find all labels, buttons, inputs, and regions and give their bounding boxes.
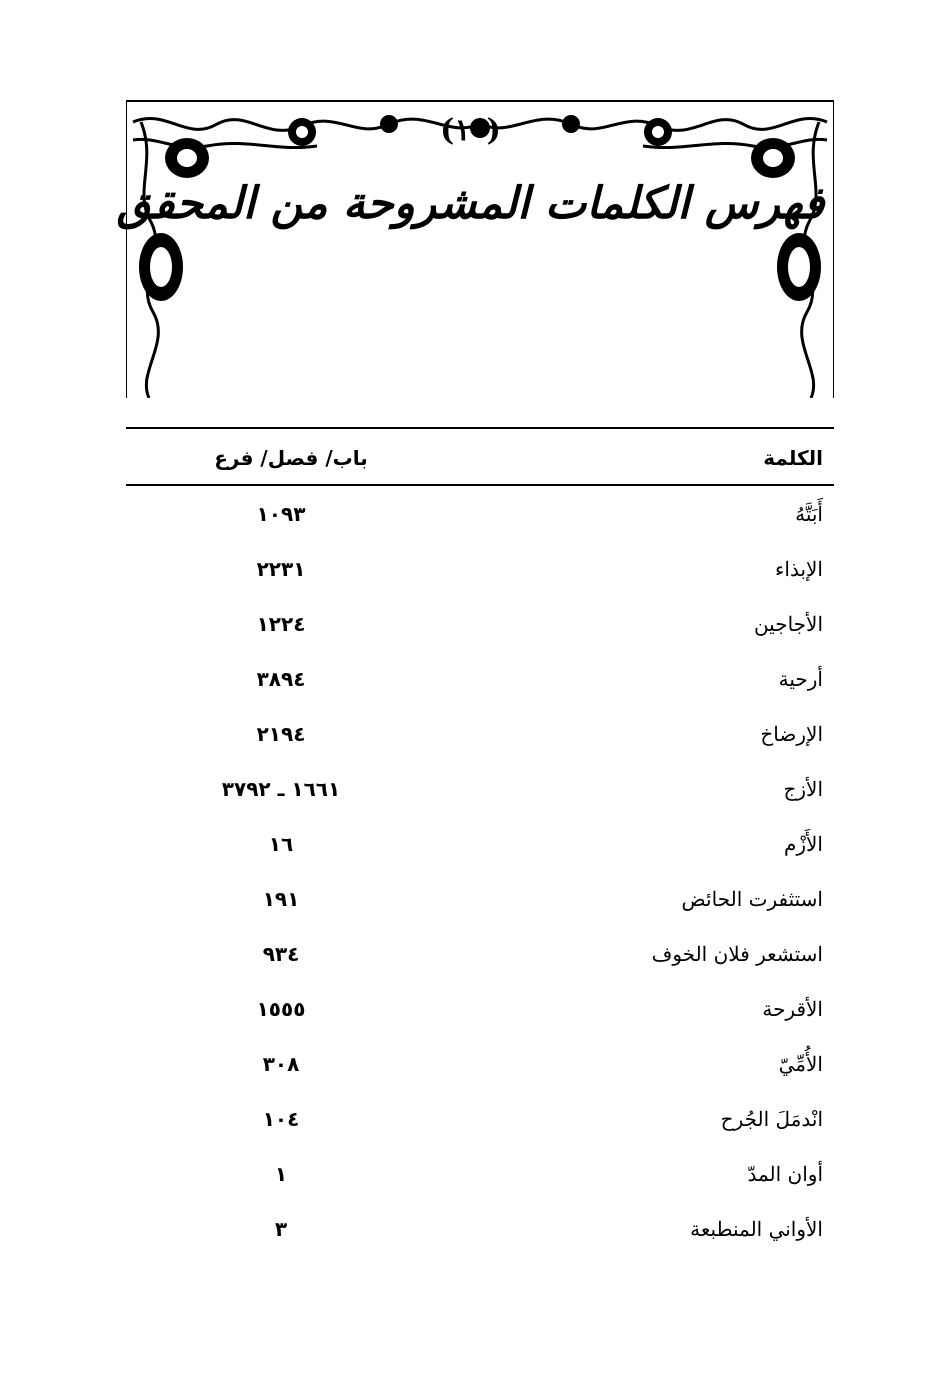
- header-top-rule: [126, 427, 834, 429]
- header-bottom-rule: [126, 484, 834, 486]
- word-cell: استثفرت الحائض: [681, 887, 823, 911]
- word-cell: الأقرحة: [762, 997, 823, 1021]
- word-cell: أوان المدّ: [747, 1162, 823, 1186]
- table-row: [0, 708, 941, 763]
- table-row: [0, 818, 941, 873]
- table-row: [0, 488, 941, 543]
- word-cell: الأزج: [783, 777, 823, 801]
- reference-cell: ١٢٢٤: [256, 612, 306, 636]
- word-cell: الإبذاء: [775, 557, 823, 581]
- reference-cell: ٩٣٤: [262, 942, 300, 966]
- reference-cell: ١٠٩٣: [256, 502, 306, 526]
- table-row: [0, 1038, 941, 1093]
- reference-cell: ١٦: [268, 832, 294, 856]
- reference-cell: ٢٢٣١: [256, 557, 306, 581]
- table-row: [0, 983, 941, 1038]
- word-cell: انْدمَلَ الجُرح: [720, 1107, 823, 1131]
- reference-cell: ١: [274, 1162, 288, 1186]
- table-row: [0, 1093, 941, 1148]
- table-row: [0, 543, 941, 598]
- reference-cell: ١٩١: [262, 887, 300, 911]
- reference-cell: ١٥٥٥: [256, 997, 306, 1021]
- column-header-reference: باب/ فصل/ فرع: [214, 446, 368, 470]
- column-header-word: الكلمة: [763, 446, 823, 470]
- reference-cell: ٢١٩٤: [256, 722, 306, 746]
- word-cell: الإرضاخ: [760, 722, 823, 746]
- table-row: [0, 763, 941, 818]
- reference-cell: ٣٠٨: [262, 1052, 300, 1076]
- table-row: [0, 598, 941, 653]
- word-cell: الأواني المنطبعة: [690, 1217, 823, 1241]
- reference-cell: ٣٨٩٤: [256, 667, 306, 691]
- reference-cell: ٣: [274, 1217, 288, 1241]
- reference-cell: ١٠٤: [262, 1107, 300, 1131]
- page-title: فهرس الكلمات المشروحة من المحقق: [116, 178, 825, 229]
- word-cell: استشعر فلان الخوف: [651, 942, 823, 966]
- table-row: [0, 873, 941, 928]
- word-cell: الأُمِّيّ: [778, 1052, 823, 1076]
- table-row: [0, 1203, 941, 1258]
- table-row: [0, 1148, 941, 1203]
- reference-cell: ١٦٦١ ـ ٣٧٩٢: [221, 777, 341, 801]
- table-row: [0, 928, 941, 983]
- word-cell: أرحية: [778, 667, 823, 691]
- chapter-number: (١٠): [440, 113, 501, 148]
- table-row: [0, 653, 941, 708]
- word-cell: الأجاجين: [753, 612, 823, 636]
- index-table: [0, 488, 941, 1258]
- word-cell: أَبَتَّهُ: [795, 502, 823, 526]
- word-cell: الأَزْم: [783, 832, 823, 856]
